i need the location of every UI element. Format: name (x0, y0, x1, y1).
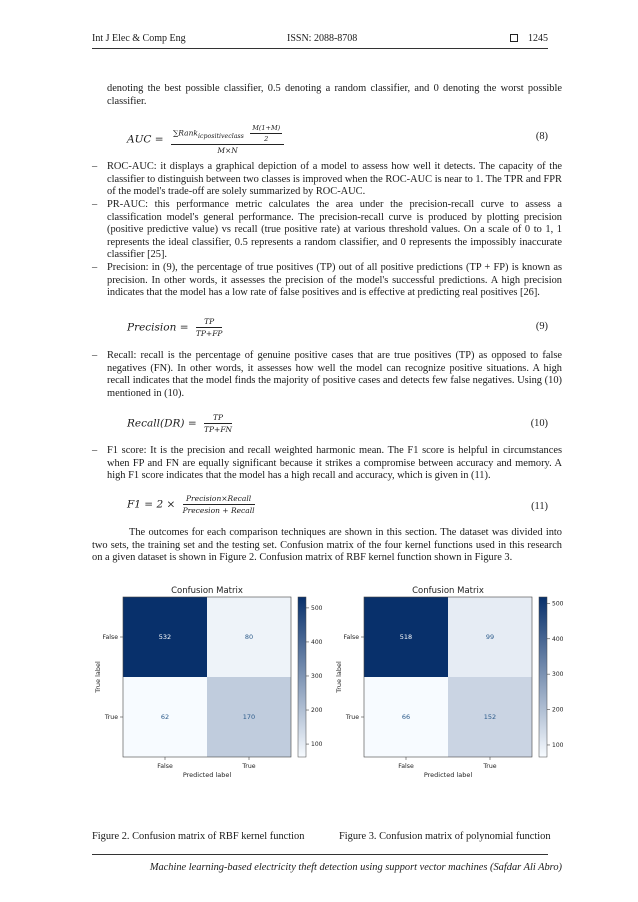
issn: ISSN: 2088-8708 (287, 33, 358, 44)
eq11-fraction (183, 494, 255, 515)
eq10-number: (10) (530, 418, 548, 429)
eq8-lhs: AUC = (127, 133, 164, 146)
eq11-denominator: Precesion + Recall (182, 506, 255, 515)
colorbar-tick-label: 100 (311, 741, 322, 749)
eq11-numerator: Precision×Recall (183, 494, 255, 505)
y-tick-label: True (345, 714, 359, 721)
eq8-inner-fraction (250, 124, 282, 143)
y-axis-label: True label (335, 661, 343, 693)
cell-value-label: 80 (244, 633, 254, 641)
cell-value-label: 62 (160, 713, 170, 721)
cell-value-label: 518 (399, 633, 413, 641)
eq10-lhs: Recall(DR) = (127, 417, 197, 430)
cell-value-label: 66 (401, 713, 411, 721)
cell-value-label: 170 (242, 713, 256, 721)
eq8-sub: icpositiveclass (197, 133, 244, 140)
header-rule (92, 48, 548, 49)
page-number-wrap (510, 33, 548, 44)
bullet-dash: – (92, 161, 98, 172)
equation-9 (127, 317, 222, 338)
colorbar-tick-label: 400 (311, 638, 322, 646)
running-footer: Machine learning-based electricity theft detection using support vector machines (Safdar Ali Abro) (149, 862, 562, 873)
colorbar-tick-label: 200 (311, 707, 322, 715)
x-tick-label: False (157, 763, 173, 770)
x-tick-label: False (398, 763, 414, 770)
y-tick-label: False (102, 634, 118, 641)
equation-10 (127, 413, 232, 434)
x-tick-label: True (242, 763, 256, 770)
cell-value-label: 152 (483, 713, 497, 721)
eq8-inner-num: M(1+M) (252, 124, 281, 132)
eq8-sum: ∑Rank (172, 128, 198, 138)
outcome-paragraph: The outcomes for each comparison techniques are shown in this section. The dataset was divided into two sets, the training set and the testing set. Confusion matrix of the four kernel functions used in this research on a given dataset is shown in Figure 2. Confusion matrix of RBF kernel function shown in Figure 3. (92, 527, 562, 564)
x-tick-label: True (483, 763, 497, 770)
y-tick-label: True (104, 714, 118, 721)
eq9-fraction (196, 317, 223, 338)
eq9-lhs: Precision = (127, 321, 189, 334)
confusion-matrix-figure-3 (333, 582, 563, 792)
colorbar-tick-label: 100 (552, 741, 563, 749)
intro-paragraph: denoting the best possible classifier, 0.5 denoting a random classifier, and 0 denoting the worst possible classifier. (107, 83, 562, 107)
bullet-precision-text: Precision: in (9), the percentage of true positives (TP) out of all positive predictions (TP + FP) is known as precision. In other words, it assesses the precision of the model's successful predictions. A high precision indicates that the model has a low rate of false positives and is effective at predicting real positives [26]. (107, 262, 562, 299)
equation-11 (127, 494, 255, 515)
running-header (92, 33, 548, 47)
eq11-lhs: F1 = 2 × (127, 498, 176, 511)
y-axis-label: True label (94, 661, 102, 693)
bullet-roc-text: ROC-AUC: it displays a graphical depiction of a model to assess how well it detects. The capacity of the classifier to distinguish between two classes is improved when the ROC-AUC is near to 1. The TPR and FPR of the model's trade-off are solely summarized by ROC-AUC. (107, 161, 562, 198)
footer-rule (92, 854, 548, 855)
bullet-dash: – (92, 199, 98, 210)
colorbar-tick-label: 500 (311, 604, 322, 612)
bullet-recall-text: Recall: recall is the percentage of genuine positive cases that are true positives (TP) as opposed to false negatives (FN). In other words, it assesses how well the model can recognize positive situations. A high recall indicates that the model finds the majority of positive cases and detects few false negatives. Using (10) mentioned in (10). (107, 350, 562, 399)
cell-value-label: 99 (485, 633, 495, 641)
eq9-number: (9) (535, 321, 548, 332)
bullet-f1-text: F1 score: It is the precision and recall weighted harmonic mean. The F1 score is helpful in circumstances when FP and FN are equally significant because it strikes a compromise between accuracy and memory. A high F1 score indicates that the model has a high recall and accuracy, which is given in (11). (107, 445, 562, 482)
bullet-dash: – (92, 445, 98, 456)
eq10-numerator: TP (204, 413, 232, 424)
x-axis-label: Predicted label (423, 771, 473, 779)
chart-title: Confusion Matrix (171, 586, 243, 596)
bullet-pr-text: PR-AUC: this performance metric calculates the area under the precision-recall curve to assess a classification model's general performance. The precision-recall curve is produced by plotting precision (positive predictive value) vs recall (true positive rate) at various threshold values. On a scale of 0 to 1, 1 represents the ideal classifier, 0.5 represents a random classifier, and 0 represents the impossibly inaccurate classifier [25]. (107, 199, 562, 261)
x-axis-label: Predicted label (182, 771, 232, 779)
colorbar-tick-label: 300 (311, 672, 322, 680)
eq8-inner-den: 2 (264, 135, 269, 143)
eq10-fraction (204, 413, 232, 434)
y-tick-label: False (343, 634, 359, 641)
equation-8 (127, 124, 284, 155)
eq9-numerator: TP (196, 317, 223, 328)
eq8-number: (8) (535, 131, 548, 142)
confusion-matrix-figure-2 (92, 582, 322, 792)
chart-title: Confusion Matrix (412, 586, 484, 596)
checkbox-icon (510, 34, 518, 42)
page-number: 1245 (528, 33, 548, 44)
eq8-numerator (171, 124, 284, 145)
figure-2-caption: Figure 2. Confusion matrix of RBF kernel function (92, 831, 305, 842)
eq10-denominator: TP+FN (203, 425, 233, 434)
colorbar-tick-label: 300 (552, 671, 563, 679)
eq8-denominator: M×N (217, 146, 238, 155)
colorbar-tick-label: 400 (552, 635, 563, 643)
cell-value-label: 532 (158, 633, 172, 641)
bullet-dash: – (92, 262, 98, 273)
journal-name: Int J Elec & Comp Eng (92, 33, 186, 44)
eq8-fraction (171, 124, 284, 155)
colorbar-tick-label: 500 (552, 600, 563, 608)
figure-3-caption: Figure 3. Confusion matrix of polynomial function (339, 831, 551, 842)
colorbar (298, 597, 306, 757)
colorbar (539, 597, 547, 757)
bullet-dash: – (92, 350, 98, 361)
eq11-number: (11) (531, 501, 548, 512)
eq9-denominator: TP+FP (195, 329, 223, 338)
colorbar-tick-label: 200 (552, 706, 563, 714)
